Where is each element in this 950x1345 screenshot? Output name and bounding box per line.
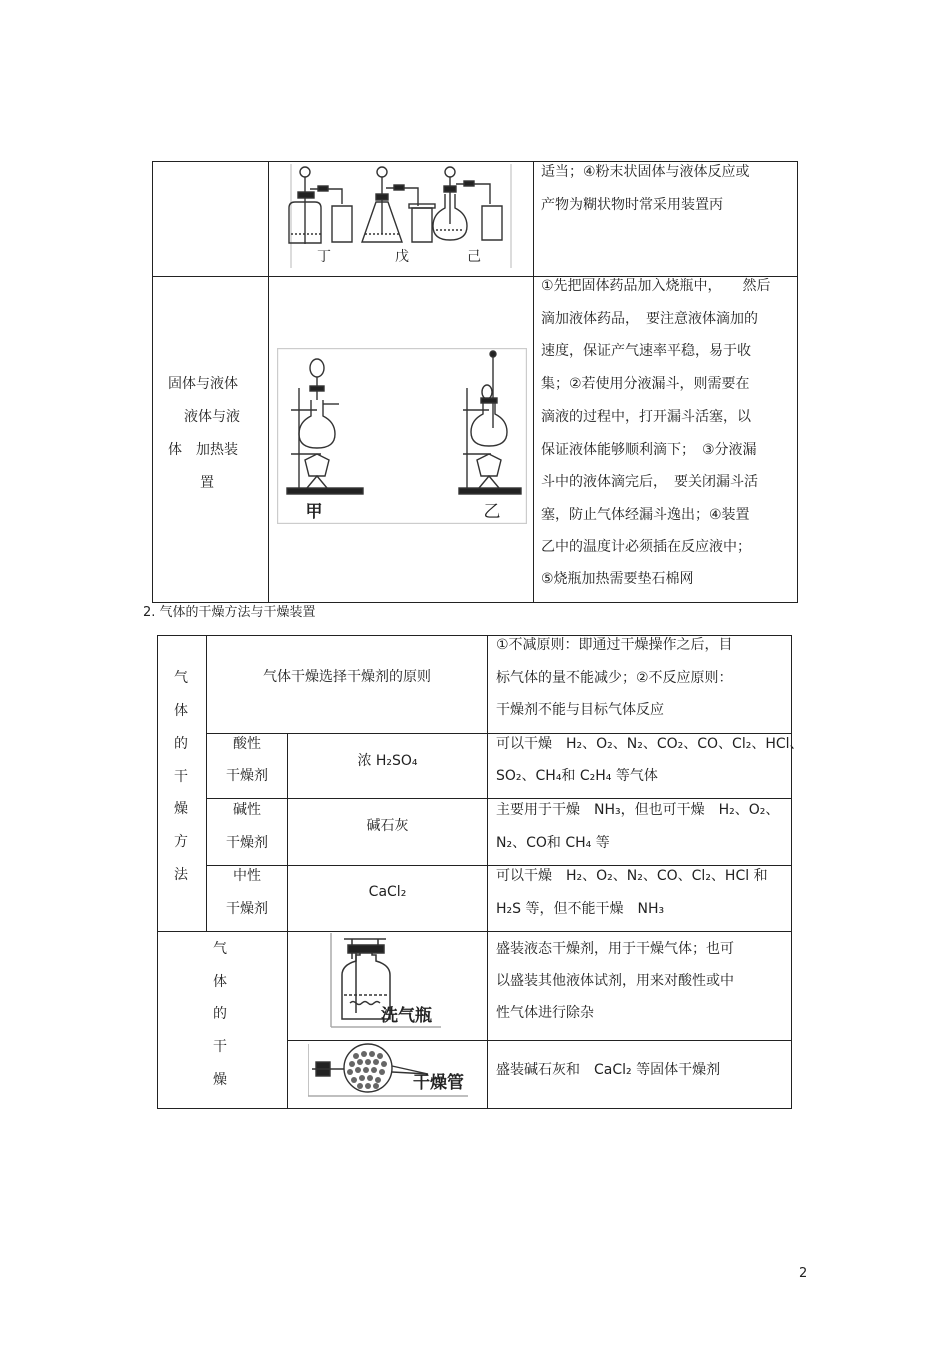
agent-use-line: N₂、CO和 CH₄ 等 — [496, 835, 610, 851]
row2-category-line: 置 — [200, 475, 214, 491]
agent-type: 干燥剂 — [226, 901, 268, 917]
row2-note-line: 保证液体能够顺利滴下； ③分液漏 — [541, 442, 757, 458]
label-ding: 丁 — [317, 249, 331, 265]
method-label-char: 方 — [174, 834, 188, 850]
label-jia: 甲 — [305, 502, 323, 522]
row2-note-line: 乙中的温度计必须插在反应液中； — [541, 539, 751, 555]
row2-note-line: 集；②若使用分液漏斗，则需要在 — [541, 376, 750, 392]
agent-name: CaCl₂ — [368, 884, 407, 900]
section-heading: 2. 气体的干燥方法与干燥装置 — [143, 605, 316, 620]
agent-use-line: SO₂、CH₄和 C₂H₄ 等气体 — [496, 768, 658, 784]
device-label-char: 燥 — [213, 1072, 227, 1088]
device-label-char: 体 — [213, 974, 227, 990]
method-label-char: 气 — [174, 670, 188, 686]
method-label-char: 法 — [174, 867, 188, 883]
drying-tube-label: 干燥管 — [413, 1073, 464, 1093]
agent-type: 干燥剂 — [226, 835, 268, 851]
row2-note-line: 滴加液体药品， 要注意液体滴加的 — [541, 311, 758, 327]
principle-line: 干燥剂不能与目标气体反应 — [496, 702, 664, 718]
gas-washing-bottle-label: 洗气瓶 — [381, 1006, 432, 1026]
agent-type: 酸性 — [233, 736, 261, 752]
device1-text-line: 盛装液态干燥剂，用于干燥气体；也可 — [496, 941, 734, 957]
row2-category-line: 固体与液体 — [168, 376, 238, 392]
label-wu: 戊 — [395, 249, 409, 265]
row1-note-line: 适当；④粉末状固体与液体反应或 — [541, 164, 750, 180]
row2-note-line: 斗中的液体滴完后， 要关闭漏斗活 — [541, 474, 758, 490]
device1-text-line: 以盛装其他液体试剂，用来对酸性或中 — [496, 973, 734, 989]
agent-type: 干燥剂 — [226, 768, 268, 784]
principle-title: 气体干燥选择干燥剂的原则 — [263, 669, 431, 685]
method-label-char: 干 — [174, 769, 188, 785]
agent-type: 中性 — [233, 868, 261, 884]
method-label-char: 体 — [174, 703, 188, 719]
device2-text: 盛装碱石灰和 CaCl₂ 等固体干燥剂 — [496, 1062, 721, 1078]
row2-category-line: 液体与液 — [184, 409, 240, 425]
principle-line: 标气体的量不能减少；②不反应原则： — [496, 670, 733, 686]
principle-line: ①不减原则：即通过干燥操作之后，目 — [496, 637, 733, 653]
label-yi: 乙 — [483, 502, 501, 522]
device-label-char: 气 — [213, 941, 227, 957]
row2-note-line: 滴液的过程中，打开漏斗活塞，以 — [541, 409, 751, 425]
row2-category-line: 体 加热装 — [168, 442, 238, 458]
agent-use-line: 主要用于干燥 NH₃，但也可干燥 H₂、O₂、 — [496, 802, 780, 818]
agent-name: 浓 H₂SO₄ — [357, 753, 418, 769]
row2-note-line: 速度，保证产气速率平稳，易于收 — [541, 343, 751, 359]
device-label-char: 的 — [213, 1006, 227, 1022]
label-ji: 己 — [467, 249, 481, 265]
device1-text-line: 性气体进行除杂 — [496, 1005, 594, 1021]
page-number: 2 — [799, 1266, 808, 1281]
agent-name: 碱石灰 — [366, 818, 409, 834]
agent-use-line: H₂S 等，但不能干燥 NH₃ — [496, 901, 665, 917]
row2-note-line: 塞，防止气体经漏斗逸出；④装置 — [541, 507, 750, 523]
row2-note-line: ①先把固体药品加入烧瓶中， 然后 — [541, 278, 771, 294]
method-label-char: 的 — [174, 736, 188, 752]
row1-note-line: 产物为糊状物时常采用装置丙 — [541, 197, 723, 213]
agent-type: 碱性 — [233, 802, 261, 818]
agent-use-line: 可以干燥 H₂、O₂、N₂、CO₂、CO、Cl₂、HCl、 — [496, 736, 804, 752]
method-label-char: 燥 — [174, 801, 188, 817]
device-label-char: 干 — [213, 1039, 227, 1055]
row2-note-line: ⑤烧瓶加热需要垫石棉网 — [541, 571, 694, 587]
agent-use-line: 可以干燥 H₂、O₂、N₂、CO、Cl₂、HCl 和 — [496, 868, 768, 884]
